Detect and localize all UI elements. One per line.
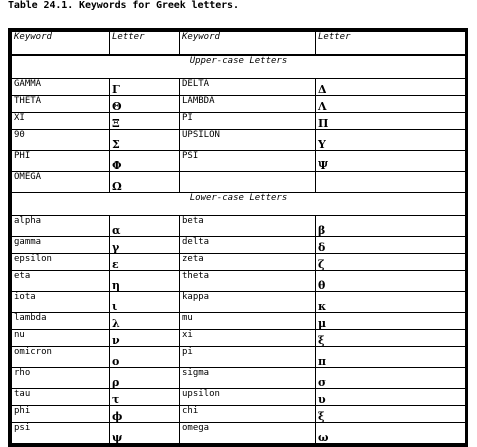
table-row	[12, 151, 466, 172]
table-row	[12, 79, 466, 96]
table-caption: Table 24.1. Keywords for Greek letters.	[8, 0, 239, 11]
keyword-cell: OMEGA	[12, 172, 110, 193]
keyword-cell: upsilon	[180, 389, 316, 406]
section-title-row	[12, 55, 466, 79]
letter-cell: μ	[316, 313, 466, 330]
letter-cell: ζ	[316, 254, 466, 271]
table-row	[12, 313, 466, 330]
table-row	[12, 172, 466, 193]
keyword-cell: GAMMA	[12, 79, 110, 96]
letter-cell: Ψ	[316, 151, 466, 172]
table-row	[12, 292, 466, 313]
letter-cell: ν	[110, 330, 180, 347]
keyword-cell: kappa	[180, 292, 316, 313]
table-row	[12, 368, 466, 389]
keyword-cell: UPSILON	[180, 130, 316, 151]
keyword-cell: sigma	[180, 368, 316, 389]
keyword-cell: mu	[180, 313, 316, 330]
keyword-cell: THETA	[12, 96, 110, 113]
letter-cell: α	[110, 216, 180, 237]
letter-cell: Γ	[110, 79, 180, 96]
letter-cell: σ	[316, 368, 466, 389]
keyword-cell: tau	[12, 389, 110, 406]
letter-cell: λ	[110, 313, 180, 330]
keyword-cell: delta	[180, 237, 316, 254]
letter-cell: Θ	[110, 96, 180, 113]
letter-cell: β	[316, 216, 466, 237]
greek-keyword-table-frame	[8, 28, 468, 447]
table-row	[12, 271, 466, 292]
keyword-cell: pi	[180, 347, 316, 368]
keyword-cell: theta	[180, 271, 316, 292]
letter-cell: Π	[316, 113, 466, 130]
keyword-cell: zeta	[180, 254, 316, 271]
keyword-cell: epsilon	[12, 254, 110, 271]
letter-cell: γ	[110, 237, 180, 254]
letter-cell: Λ	[316, 96, 466, 113]
keyword-cell: PHI	[12, 151, 110, 172]
table-row	[12, 237, 466, 254]
keyword-cell	[180, 172, 316, 193]
table-row	[12, 389, 466, 406]
keyword-cell: chi	[180, 406, 316, 423]
keyword-cell: XI	[12, 113, 110, 130]
table-row	[12, 216, 466, 237]
letter-cell: Ξ	[110, 113, 180, 130]
letter-cell: ϕ	[110, 406, 180, 423]
keyword-cell: alpha	[12, 216, 110, 237]
letter-cell: Υ	[316, 130, 466, 151]
keyword-cell: DELTA	[180, 79, 316, 96]
keyword-cell: eta	[12, 271, 110, 292]
letter-cell: Σ	[110, 130, 180, 151]
keyword-cell: nu	[12, 330, 110, 347]
letter-cell: ι	[110, 292, 180, 313]
keyword-cell: LAMBDA	[180, 96, 316, 113]
table-row	[12, 254, 466, 271]
table-row	[12, 347, 466, 368]
keyword-cell: PI	[180, 113, 316, 130]
letter-cell	[316, 172, 466, 193]
keyword-cell: psi	[12, 423, 110, 444]
letter-cell: Ω	[110, 172, 180, 193]
header-keyword-2: Keyword	[180, 32, 316, 56]
letter-cell: ω	[316, 423, 466, 444]
letter-cell: Φ	[110, 151, 180, 172]
keyword-cell: 90	[12, 130, 110, 151]
letter-cell: θ	[316, 271, 466, 292]
section-title: Lower-case Letters	[12, 193, 466, 216]
keyword-cell: rho	[12, 368, 110, 389]
table-header-row	[12, 32, 466, 56]
header-letter-2: Letter	[316, 32, 466, 56]
letter-cell: κ	[316, 292, 466, 313]
greek-keyword-table	[11, 31, 466, 444]
table-row	[12, 130, 466, 151]
letter-cell: ε	[110, 254, 180, 271]
letter-cell: ξ	[316, 330, 466, 347]
table-row	[12, 406, 466, 423]
letter-cell: ρ	[110, 368, 180, 389]
letter-cell: ψ	[110, 423, 180, 444]
keyword-cell: gamma	[12, 237, 110, 254]
letter-cell: ο	[110, 347, 180, 368]
letter-cell: τ	[110, 389, 180, 406]
keyword-cell: phi	[12, 406, 110, 423]
keyword-cell: lambda	[12, 313, 110, 330]
table-row	[12, 113, 466, 130]
header-keyword-1: Keyword	[12, 32, 110, 56]
keyword-cell: PSI	[180, 151, 316, 172]
table-row	[12, 330, 466, 347]
letter-cell: π	[316, 347, 466, 368]
header-letter-1: Letter	[110, 32, 180, 56]
letter-cell: δ	[316, 237, 466, 254]
section-title: Upper-case Letters	[12, 55, 466, 79]
letter-cell: υ	[316, 389, 466, 406]
letter-cell: η	[110, 271, 180, 292]
table-row	[12, 423, 466, 444]
keyword-cell: xi	[180, 330, 316, 347]
keyword-cell: omega	[180, 423, 316, 444]
keyword-cell: beta	[180, 216, 316, 237]
keyword-cell: omicron	[12, 347, 110, 368]
keyword-cell: iota	[12, 292, 110, 313]
table-row	[12, 96, 466, 113]
letter-cell: Δ	[316, 79, 466, 96]
letter-cell: ξ	[316, 406, 466, 423]
section-title-row	[12, 193, 466, 216]
